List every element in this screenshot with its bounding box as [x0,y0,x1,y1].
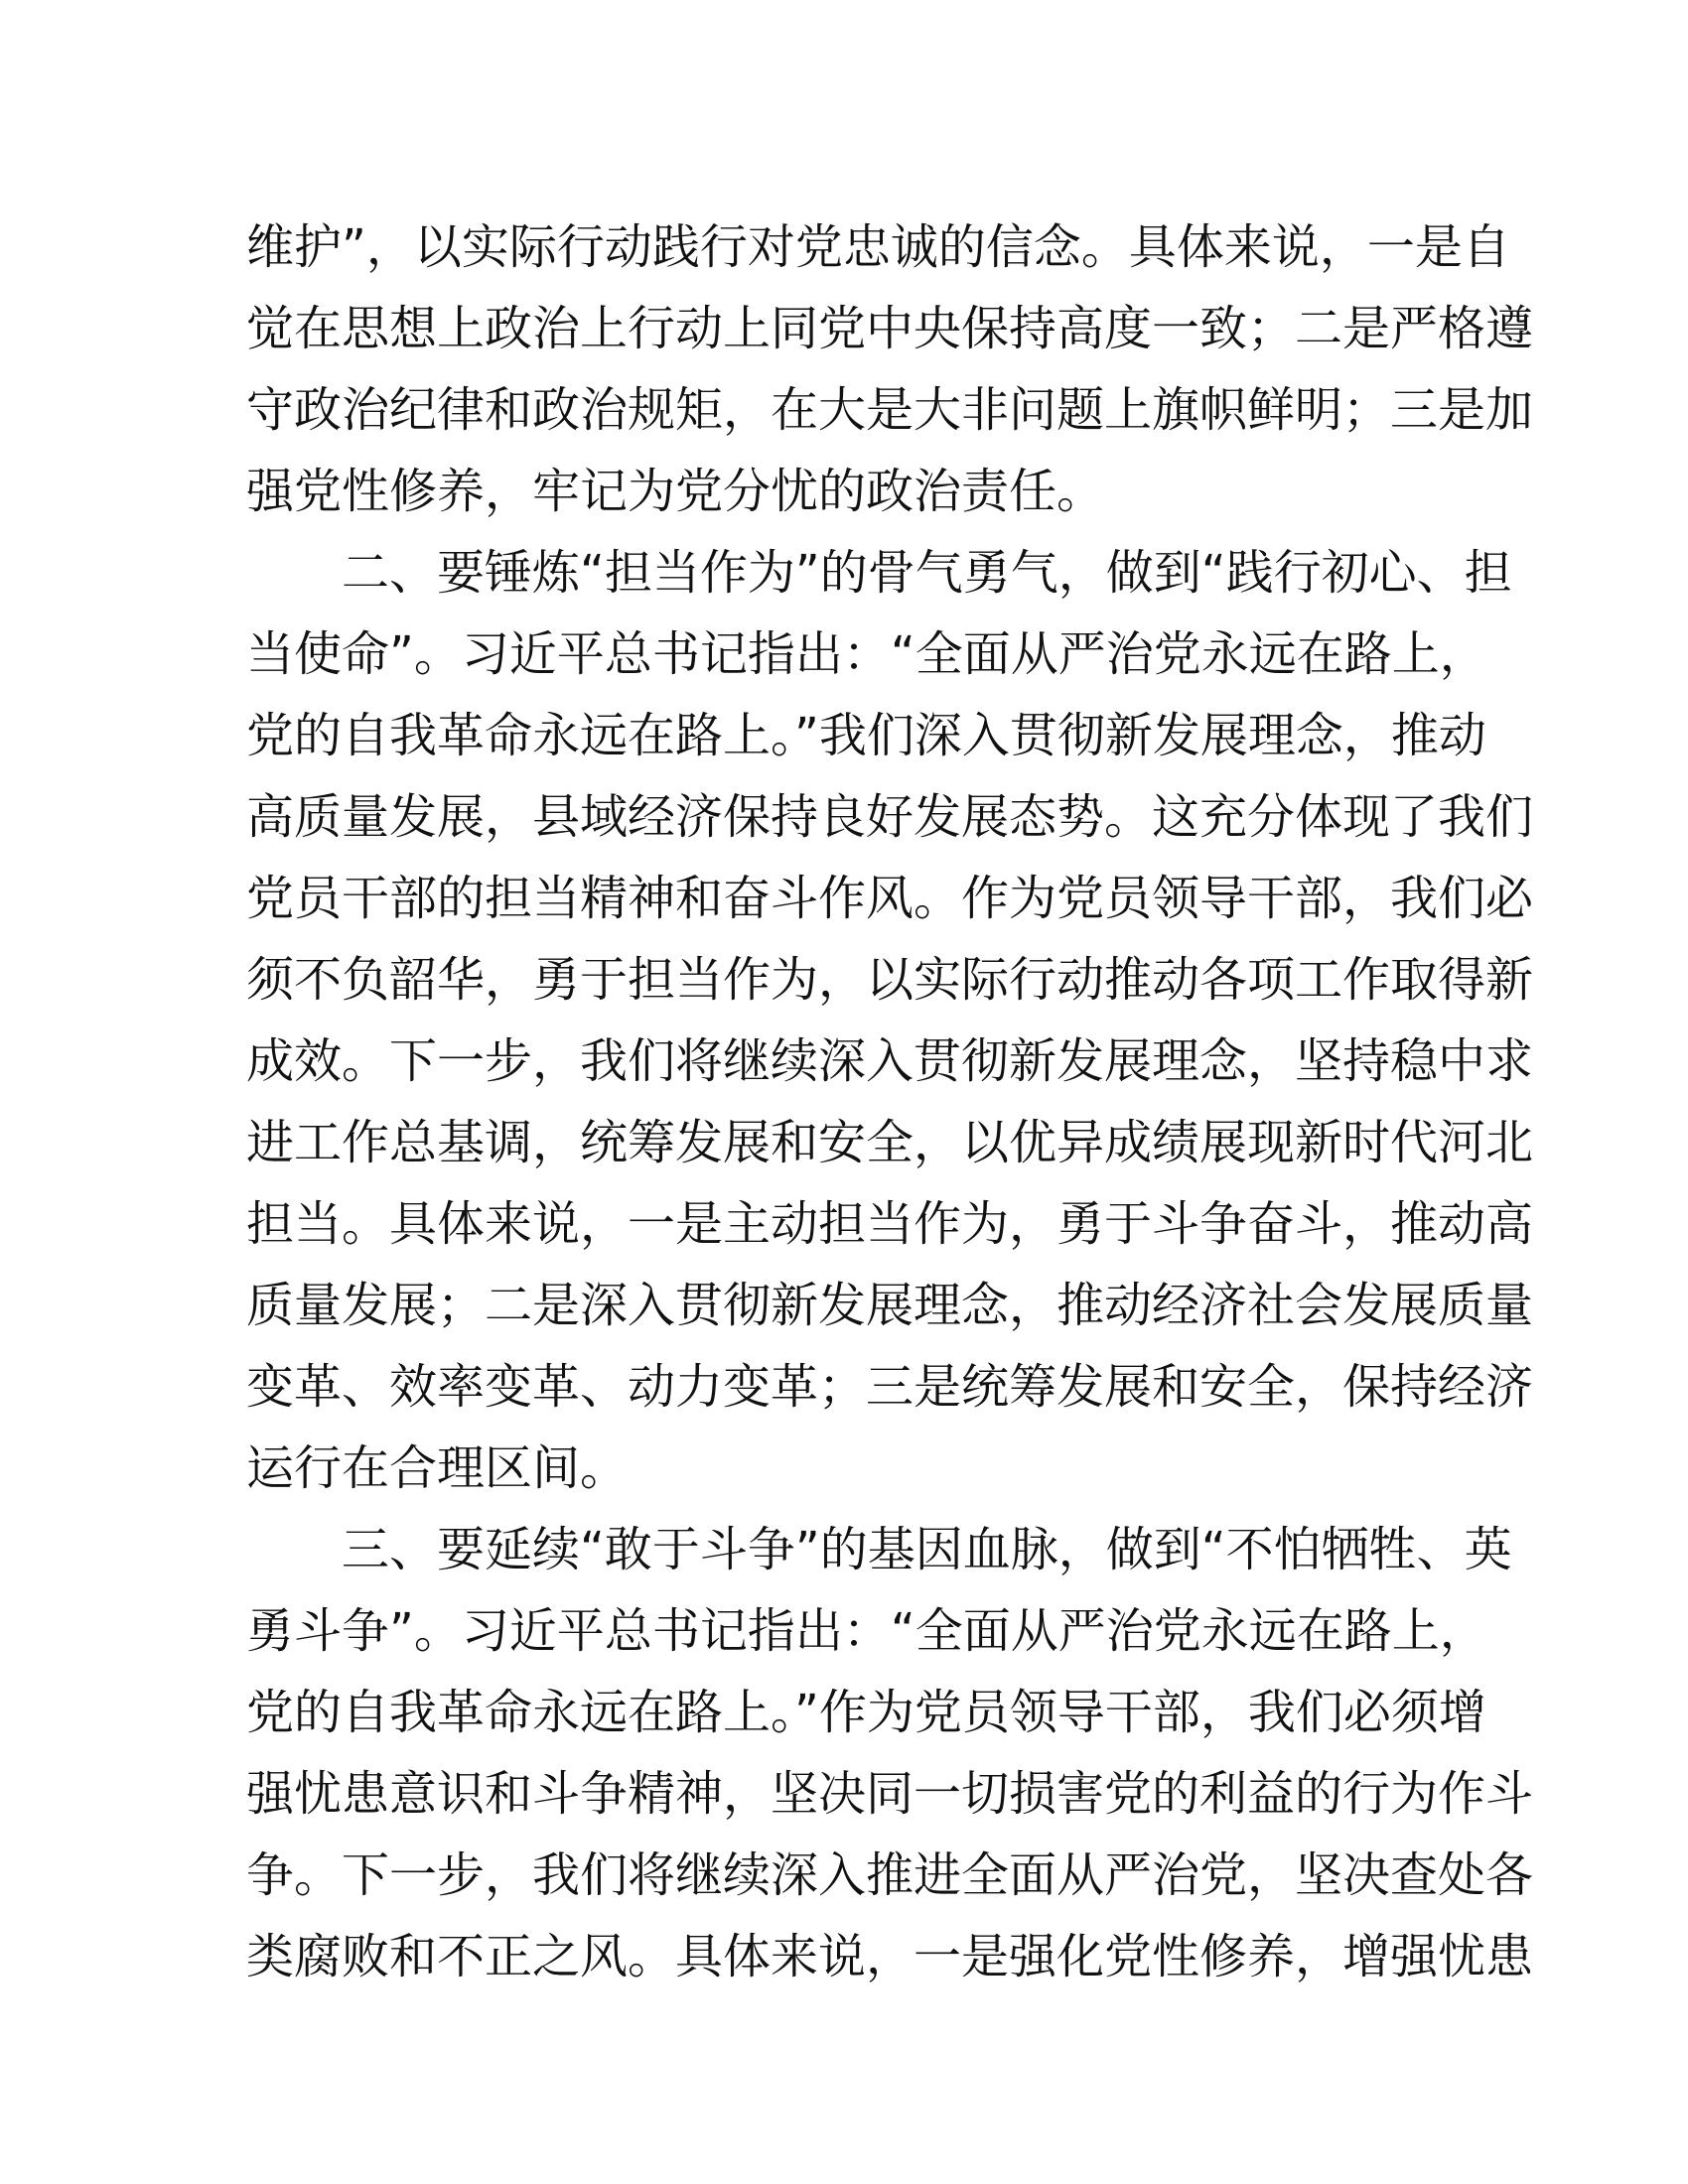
text-line: 须不负韶华，勇于担当作为，以实际行动推动各项工作取得新 [246,952,1534,1008]
text-line: 类腐败和不正之风。具体来说，一是强化党性修养，增强忧患 [246,1929,1534,1984]
text-line: 维护”，以实际行动践行对党忠诚的信念。具体来说，一是自 [246,219,1510,275]
text-line: 高质量发展，县域经济保持良好发展态势。这充分体现了我们 [246,789,1534,845]
text-line: 争。下一步，我们将继续深入推进全面从严治党，坚决查处各 [246,1847,1534,1903]
text-line: 党的自我革命永远在路上。”我们深入贯彻新发展理念，推动 [246,708,1486,763]
document-body [246,206,1534,1997]
text-line: 变革、效率变革、动力变革；三是统筹发展和安全，保持经济 [246,1359,1534,1415]
text-line: 强党性修养，牢记为党分忧的政治责任。 [246,464,1105,519]
text-line: 强忧患意识和斗争精神，坚决同一切损害党的利益的行为作斗 [246,1766,1534,1822]
text-line: 守政治纪律和政治规矩，在大是大非问题上旗帜鲜明；三是加 [246,382,1534,438]
paragraph-continuation [246,206,1534,532]
text-line: 进工作总基调，统筹发展和安全，以优异成绩展现新时代河北 [246,1115,1534,1170]
text-line: 觉在思想上政治上行动上同党中央保持高度一致；二是严格遵 [246,301,1534,356]
text-line: 质量发展；二是深入贯彻新发展理念，推动经济社会发展质量 [246,1278,1534,1333]
text-line: 勇斗争”。习近平总书记指出：“全面从严治党永远在路上， [246,1603,1487,1659]
text-line: 担当。具体来说，一是主动担当作为，勇于斗争奋斗，推动高 [246,1196,1534,1252]
text-line: 党员干部的担当精神和奋斗作风。作为党员领导干部，我们必 [246,871,1534,926]
paragraph-section-two [246,532,1534,1509]
text-line-first: 三、要延续“敢于斗争”的基因血脉，做到“不怕牺牲、英 [342,1522,1512,1577]
text-line-first: 二、要锤炼“担当作为”的骨气勇气，做到“践行初心、担 [342,545,1512,601]
text-line: 当使命”。习近平总书记指出：“全面从严治党永远在路上， [246,626,1487,682]
paragraph-section-three [246,1509,1534,1997]
text-line: 成效。下一步，我们将继续深入贯彻新发展理念，坚持稳中求 [246,1033,1534,1089]
text-line: 党的自我革命永远在路上。”作为党员领导干部，我们必须增 [246,1685,1486,1740]
text-line: 运行在合理区间。 [246,1440,629,1496]
